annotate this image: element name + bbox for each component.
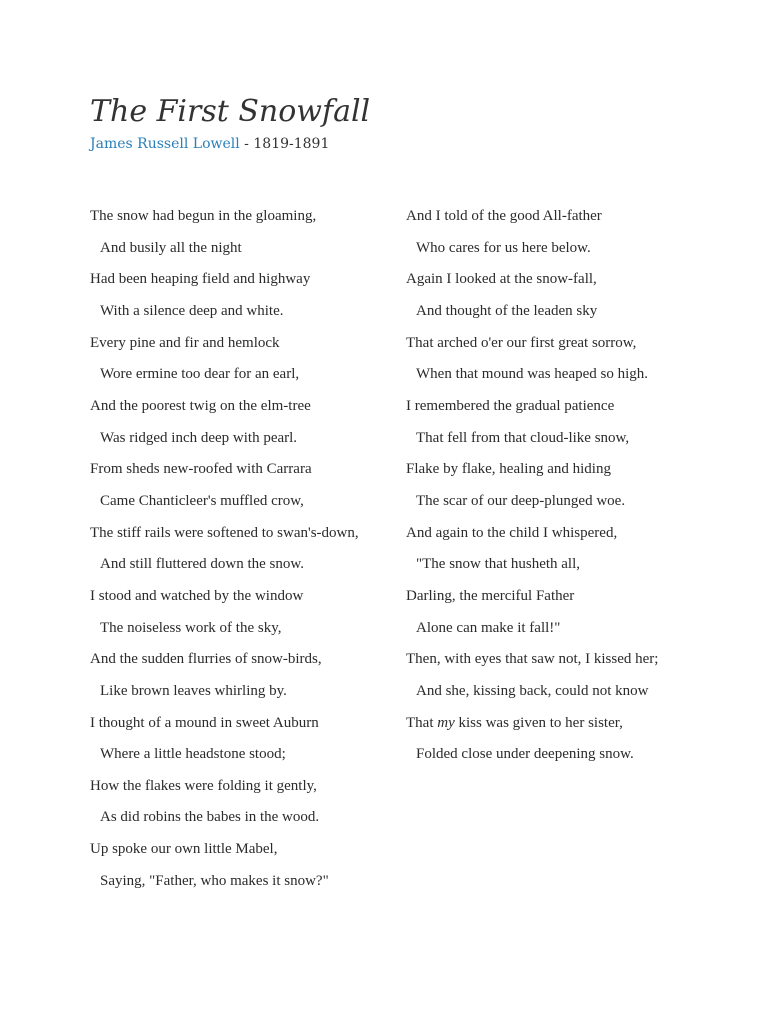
poem-line: Again I looked at the snow-fall,	[406, 271, 597, 288]
poem-line: The snow had begun in the gloaming,	[90, 208, 317, 224]
poem-line: Like brown leaves whirling by.	[100, 682, 287, 699]
poem-column-right	[406, 204, 716, 774]
poem-line: Wore ermine too dear for an earl,	[100, 366, 300, 383]
poem-line: As did robins the babes in the wood.	[100, 809, 320, 826]
poem-line: And still fluttered down the snow.	[100, 556, 305, 573]
poem-line: Every pine and fir and hemlock	[90, 334, 280, 351]
poem-line: And again to the child I whispered,	[406, 524, 618, 541]
poem-line: I thought of a mound in sweet Auburn	[90, 714, 319, 731]
poem-line: That fell from that cloud-like snow,	[416, 429, 630, 446]
poem-line: And she, kissing back, could not know	[416, 682, 649, 699]
poem-line: Who cares for us here below.	[416, 239, 591, 256]
poem-line-text: That	[406, 714, 438, 731]
poem-line: The stiff rails were softened to swan's-down,	[90, 524, 359, 541]
byline-separator: -	[239, 136, 254, 152]
poem-line: Had been heaping field and highway	[90, 271, 311, 288]
poem-line: When that mound was heaped so high.	[416, 366, 649, 383]
poem-line: And the poorest twig on the elm-tree	[90, 397, 311, 414]
poem-line: The scar of our deep-plunged woe.	[416, 492, 626, 509]
poem-line	[406, 711, 716, 743]
author-dates: 1819-1891	[253, 136, 330, 152]
poem-line: I stood and watched by the window	[90, 587, 304, 604]
poem-line: And I told of the good All-father	[406, 208, 602, 224]
poem-title: The First Snowfall	[90, 94, 371, 129]
author-link[interactable]: James Russell Lowell	[90, 136, 240, 152]
poem-line: Then, with eyes that saw not, I kissed her;	[406, 651, 659, 668]
poem-line: Saying, "Father, who makes it snow?"	[100, 872, 329, 889]
poem-line: And busily all the night	[100, 239, 242, 256]
poem-line: Up spoke our own little Mabel,	[90, 841, 278, 858]
poem-line: I remembered the gradual patience	[406, 397, 615, 414]
poem-line: How the flakes were folding it gently,	[90, 777, 317, 794]
poem-column-left	[90, 204, 400, 900]
poem-line: Where a little headstone stood;	[100, 746, 286, 763]
poem-line: "The snow that husheth all,	[416, 556, 581, 573]
poem-line: Came Chanticleer's muffled crow,	[100, 492, 304, 509]
poem-line: Was ridged inch deep with pearl.	[100, 429, 298, 446]
poem-line: That arched o'er our first great sorrow,	[406, 334, 637, 351]
poem-line: And the sudden flurries of snow-birds,	[90, 651, 322, 668]
poem-line: And thought of the leaden sky	[416, 302, 598, 319]
poem-line: The noiseless work of the sky,	[100, 619, 282, 636]
byline	[90, 134, 329, 154]
poem-line: From sheds new-roofed with Carrara	[90, 461, 312, 478]
poem-line: Darling, the merciful Father	[406, 587, 575, 604]
poem-line-text: kiss was given to her sister,	[454, 714, 623, 731]
poem-line: Folded close under deepening snow.	[416, 746, 634, 763]
poem-line-emphasis: my	[437, 714, 455, 731]
poem-line: Alone can make it fall!"	[416, 619, 561, 636]
poem-line: With a silence deep and white.	[100, 302, 284, 319]
poem-line: Flake by flake, healing and hiding	[406, 461, 611, 478]
